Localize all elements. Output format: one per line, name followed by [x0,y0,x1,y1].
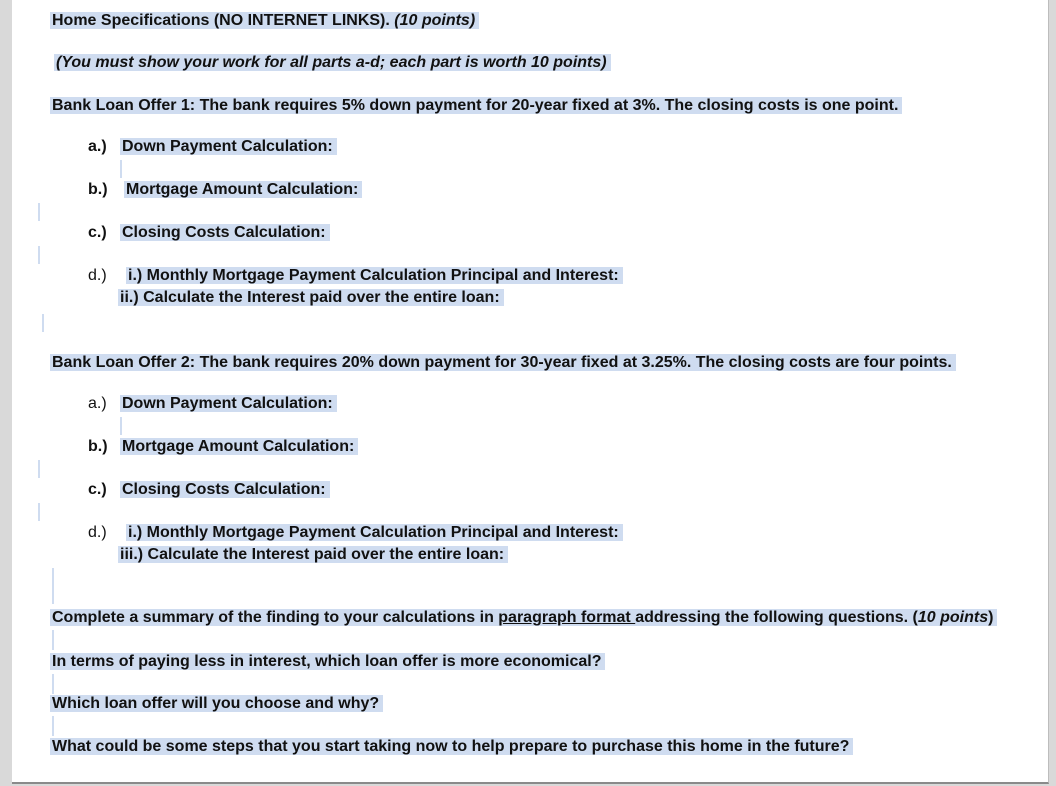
offer2-b-label: b.) [88,438,108,455]
offer1-item-b [88,179,362,201]
summary-q3-text: What could be some steps that you start taking now to help prepare to purchase this home in the future? [50,738,853,755]
offer2-a-label: a.) [88,395,107,412]
offer1-c-text: Closing Costs Calculation: [120,224,330,241]
paragraph-format-link: paragraph format [498,609,636,626]
offer2-d-text: i.) Monthly Mortgage Payment Calculation Principal and Interest: [126,524,623,541]
offer1-item-d-sub [118,287,504,309]
offer2-d-sub-text: iii.) Calculate the Interest paid over the entire loan: [118,546,508,563]
text-cursor-mark [52,630,54,650]
summary-question-2 [50,693,383,715]
offer2-c-text: Closing Costs Calculation: [120,481,330,498]
text-cursor-mark [38,503,40,521]
offer2-c-label: c.) [88,481,107,498]
summary-intro-pre: Complete a summary of the finding to your calculations in [52,609,499,626]
offer2-d-label: d.) [88,524,107,541]
offer1-a-text: Down Payment Calculation: [120,138,337,155]
offer1-heading-text: Bank Loan Offer 1: The bank requires 5% down payment for 20-year fixed at 3%. The closing costs is one point. [50,97,902,114]
offer2-item-d [88,522,623,544]
offer1-d-sub-text: ii.) Calculate the Interest paid over the entire loan: [118,289,504,306]
summary-question-1 [50,651,605,673]
text-cursor-mark [38,246,40,264]
text-cursor-mark [38,460,40,478]
page-title [50,10,479,32]
offer1-item-c [88,222,330,244]
offer1-b-label: b.) [88,181,108,198]
title-points: (10 points) [394,12,476,29]
summary-intro-close: ) [988,609,994,626]
offer1-c-label: c.) [88,224,107,241]
offer2-item-a [88,393,337,415]
text-cursor-mark [120,160,122,178]
summary-points: 10 points [917,609,989,626]
offer1-d-label: d.) [88,267,107,284]
summary-question-3 [50,736,853,758]
offer1-item-d [88,265,623,287]
offer2-item-b [88,436,358,458]
offer1-heading [50,95,902,117]
offer1-b-text: Mortgage Amount Calculation: [124,181,362,198]
offer2-heading-text: Bank Loan Offer 2: The bank requires 20% down payment for 30-year fixed at 3.25%. The closing costs are four points. [50,354,956,371]
summary-q1-text: In terms of paying less in interest, which loan offer is more economical? [50,653,605,670]
title-text: Home Specifications (NO INTERNET LINKS). [52,12,395,29]
text-cursor-mark [52,674,54,694]
offer2-a-text: Down Payment Calculation: [120,395,337,412]
offer2-heading [50,352,956,374]
instruction-label: (You must show your work for all parts a-d; each part is worth 10 points) [54,54,611,71]
offer1-a-label: a.) [88,138,107,155]
summary-intro-post: addressing the following questions. ( [635,609,918,626]
instruction-text [54,52,611,74]
offer1-d-text: i.) Monthly Mortgage Payment Calculation Principal and Interest: [126,267,623,284]
text-cursor-mark [120,417,122,435]
text-cursor-mark [38,203,40,221]
offer1-item-a [88,136,337,158]
offer2-item-c [88,479,330,501]
document-page [12,0,1049,784]
text-cursor-mark [52,568,54,604]
offer2-b-text: Mortgage Amount Calculation: [120,438,358,455]
summary-q2-text: Which loan offer will you choose and why? [50,695,383,712]
offer2-item-d-sub [118,544,508,566]
text-cursor-mark [42,314,44,332]
text-cursor-mark [52,716,54,736]
summary-intro [50,607,997,629]
